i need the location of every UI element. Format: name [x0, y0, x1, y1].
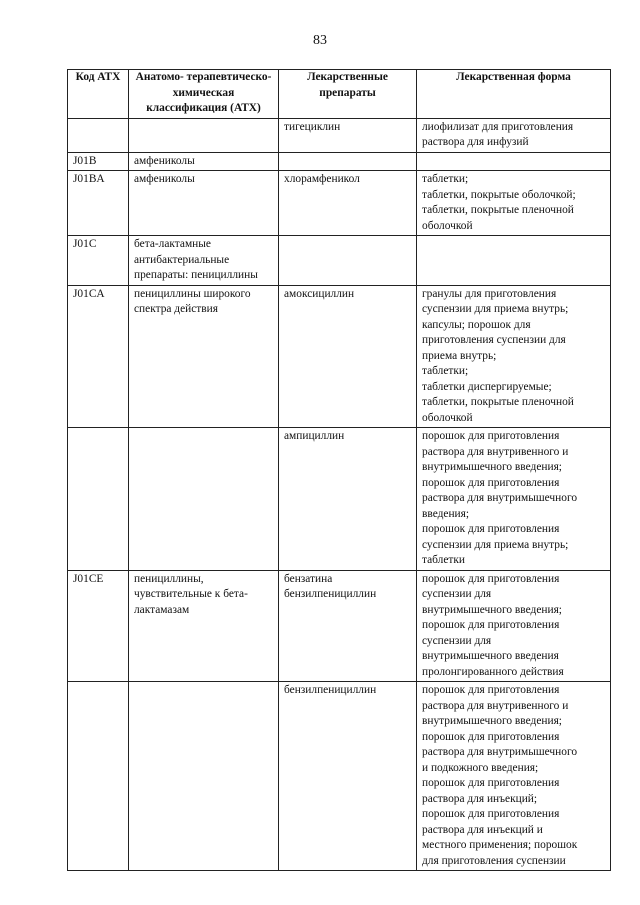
cell-drug: хлорамфеникол: [279, 171, 417, 236]
header-classification: Анатомо- терапевтическо- химическая классификация (АТХ): [129, 70, 279, 119]
cell-classification: [129, 682, 279, 871]
cell-form: порошок для приготовления раствора для внутривенного и внутримышечного введения; порошок для приготовления раствора для внутримышечного и подкожного введения; порошок для приготовления раствора для инъекций; порошок для приготовления раствора для инъекций и местного применения; порошок для приготовления суспензии: [417, 682, 611, 871]
cell-code: [68, 682, 129, 871]
table-header-row: [68, 70, 611, 119]
cell-form: порошок для приготовления раствора для внутривенного и внутримышечного введения; порошок для приготовления раствора для внутримышечного введения; порошок для приготовления суспензии для приема внутрь; таблетки: [417, 428, 611, 571]
cell-form: гранулы для приготовления суспензии для приема внутрь; капсулы; порошок для приготовления суспензии для приема внутрь; таблетки; таблетки диспергируемые; таблетки, покрытые пленочной оболочкой: [417, 285, 611, 428]
table-row: [68, 428, 611, 571]
table-row: [68, 152, 611, 171]
cell-drug: бензилпенициллин: [279, 682, 417, 871]
cell-drug: ампициллин: [279, 428, 417, 571]
atx-table: [67, 69, 611, 871]
cell-code: [68, 118, 129, 152]
header-form: Лекарственная форма: [417, 70, 611, 119]
cell-classification: пенициллины, чувствительные к бета- лактамазам: [129, 570, 279, 682]
cell-code: J01B: [68, 152, 129, 171]
cell-classification: [129, 428, 279, 571]
table-row: [68, 285, 611, 428]
cell-form: лиофилизат для приготовления раствора для инфузий: [417, 118, 611, 152]
cell-form: порошок для приготовления суспензии для внутримышечного введения; порошок для приготовления суспензии для внутримышечного введения пролонгированного действия: [417, 570, 611, 682]
cell-drug: тигециклин: [279, 118, 417, 152]
cell-drug: [279, 236, 417, 286]
table-row: [68, 236, 611, 286]
header-code: Код АТХ: [68, 70, 129, 119]
cell-code: J01BA: [68, 171, 129, 236]
cell-form: таблетки; таблетки, покрытые оболочкой; таблетки, покрытые пленочной оболочкой: [417, 171, 611, 236]
table-row: [68, 171, 611, 236]
cell-drug: [279, 152, 417, 171]
cell-classification: амфениколы: [129, 152, 279, 171]
cell-code: J01C: [68, 236, 129, 286]
table-row: [68, 118, 611, 152]
cell-classification: бета-лактамные антибактериальные препараты: пенициллины: [129, 236, 279, 286]
table-row: [68, 570, 611, 682]
table-row: [68, 682, 611, 871]
cell-code: [68, 428, 129, 571]
cell-classification: пенициллины широкого спектра действия: [129, 285, 279, 428]
cell-drug: бензатина бензилпенициллин: [279, 570, 417, 682]
page-number: 83: [313, 33, 327, 48]
cell-classification: амфениколы: [129, 171, 279, 236]
cell-form: [417, 236, 611, 286]
cell-code: J01CA: [68, 285, 129, 428]
header-drugs: Лекарственные препараты: [279, 70, 417, 119]
cell-code: J01CE: [68, 570, 129, 682]
cell-classification: [129, 118, 279, 152]
cell-form: [417, 152, 611, 171]
cell-drug: амоксициллин: [279, 285, 417, 428]
